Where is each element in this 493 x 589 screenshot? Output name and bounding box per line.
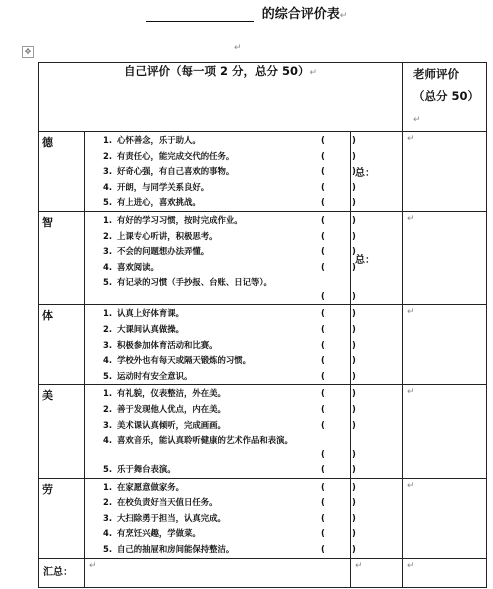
category-label: 德 <box>39 132 85 212</box>
score-blank-close[interactable]: ) <box>352 261 356 272</box>
summary-cell[interactable]: ↵ <box>85 558 351 587</box>
criterion-text: 学校外也有每天或隔天锻炼的习惯。 <box>117 355 251 366</box>
criterion-number: 3. <box>103 339 113 350</box>
criterion-number: 3. <box>103 419 113 430</box>
criterion-item <box>103 164 356 180</box>
category-label: 美 <box>39 385 85 478</box>
criterion-text: 运动时有安全意识。 <box>117 370 193 381</box>
section-row <box>39 132 487 212</box>
criterion-item <box>103 511 356 527</box>
teacher-score-cell[interactable] <box>403 478 487 558</box>
criterion-number: 5. <box>103 544 113 555</box>
criterion-item <box>103 133 356 149</box>
section-row <box>39 478 487 558</box>
criterion-number: 5. <box>103 197 113 208</box>
summary-label: 汇总： <box>39 558 85 587</box>
score-blank-open[interactable]: ( <box>321 528 325 539</box>
criterion-item <box>103 462 356 478</box>
score-blank-close[interactable]: ) <box>352 388 356 399</box>
name-blank-line <box>146 8 254 22</box>
criterion-text: 有上进心，喜欢挑战。 <box>117 197 201 208</box>
criterion-item <box>103 369 356 385</box>
criterion-number: 3. <box>103 512 113 523</box>
criterion-item <box>103 229 356 245</box>
section-row <box>39 385 487 478</box>
criterion-text: 有记录的习惯（手抄报、台账、日记等）。 <box>117 277 272 288</box>
criterion-item <box>103 149 356 165</box>
document-title <box>0 6 493 24</box>
score-blank-open[interactable]: ( <box>321 464 325 475</box>
criterion-number: 4. <box>103 435 113 446</box>
criterion-number: 5. <box>103 277 113 288</box>
criterion-number: 2. <box>103 230 113 241</box>
section-total-cell[interactable] <box>351 305 403 385</box>
score-blank-close[interactable]: ) <box>352 497 356 508</box>
teacher-score-cell[interactable] <box>403 305 487 385</box>
score-blank-close[interactable]: ) <box>352 419 356 430</box>
teacher-score-cell[interactable] <box>403 385 487 478</box>
score-blank-close[interactable]: ) <box>352 355 356 366</box>
criterion-item <box>103 275 356 304</box>
criterion-item <box>103 244 356 260</box>
criteria-list <box>85 305 356 385</box>
category-label: 体 <box>39 305 85 385</box>
criterion-number: 1. <box>103 388 113 399</box>
criterion-number: 1. <box>103 214 113 225</box>
score-blank-close[interactable]: ) <box>352 308 356 319</box>
score-blank-close[interactable]: ) <box>352 166 356 177</box>
criterion-text: 好奇心强，有自己喜欢的事物。 <box>117 166 235 177</box>
score-blank-open[interactable]: ( <box>321 230 325 241</box>
criterion-item <box>103 433 356 462</box>
paragraph-mark: ↵ <box>339 11 348 21</box>
criterion-number: 2. <box>103 403 113 414</box>
criterion-text: 善于发现他人优点，内在美。 <box>117 403 226 414</box>
score-blank-open[interactable]: ( <box>321 388 325 399</box>
score-blank-close[interactable]: ) <box>352 230 356 241</box>
section-total-label: 总： <box>355 254 375 266</box>
criterion-number: 4. <box>103 181 113 192</box>
criterion-item <box>103 418 356 434</box>
score-blank-close[interactable]: ) <box>352 291 356 302</box>
criterion-number: 2. <box>103 497 113 508</box>
criterion-text: 大扫除勇于担当，认真完成。 <box>117 512 226 523</box>
score-blank-open[interactable]: ( <box>321 419 325 430</box>
score-blank-close[interactable]: ) <box>352 214 356 225</box>
score-blank-close[interactable]: ) <box>352 323 356 334</box>
criterion-text: 大课间认真做操。 <box>117 323 184 334</box>
score-blank-open[interactable]: ( <box>321 135 325 145</box>
score-blank-open[interactable]: ( <box>321 339 325 350</box>
criterion-number: 3. <box>103 166 113 177</box>
criterion-item <box>103 402 356 418</box>
score-blank-close[interactable]: ) <box>352 150 356 161</box>
criterion-number: 1. <box>103 308 113 319</box>
criterion-text: 开朗，与同学关系良好。 <box>117 181 210 192</box>
criterion-item <box>103 260 356 276</box>
score-blank-close[interactable]: ) <box>352 197 356 208</box>
criterion-item <box>103 480 356 496</box>
section-row <box>39 305 487 385</box>
criterion-text: 在家愿意做家务。 <box>117 481 184 492</box>
score-blank-open[interactable]: ( <box>321 481 325 492</box>
criterion-item <box>103 322 356 338</box>
section-total-cell[interactable] <box>351 385 403 478</box>
score-blank-close[interactable]: ) <box>352 246 356 257</box>
score-blank-open[interactable]: ( <box>321 512 325 523</box>
score-blank-open[interactable]: ( <box>321 544 325 555</box>
criterion-text: 喜欢阅读。 <box>117 261 159 272</box>
criterion-number: 4. <box>103 355 113 366</box>
self-eval-header: 自己评价（每一项 2 分，总分 50）↵ <box>39 63 403 132</box>
criterion-text: 有责任心，能完成交代的任务。 <box>117 150 235 161</box>
section-total-cell[interactable] <box>351 478 403 558</box>
score-blank-open[interactable]: ( <box>321 497 325 508</box>
criterion-item <box>103 306 356 322</box>
teacher-score-cell[interactable] <box>403 132 487 212</box>
score-blank-open[interactable]: ( <box>321 214 325 225</box>
score-blank-open[interactable]: ( <box>321 370 325 381</box>
criterion-text: 不会的问题想办法弄懂。 <box>117 246 210 257</box>
score-blank-open[interactable]: ( <box>321 166 325 177</box>
teacher-score-cell[interactable] <box>403 211 487 304</box>
criterion-text: 有烹饪兴趣，学做菜。 <box>117 528 201 539</box>
criteria-list <box>85 132 356 212</box>
criterion-number: 4. <box>103 528 113 539</box>
score-blank-open[interactable]: ( <box>321 181 325 192</box>
criterion-text: 认真上好体育课。 <box>117 308 184 319</box>
criterion-text: 乐于舞台表演。 <box>117 464 176 475</box>
criterion-text: 喜欢音乐，能认真聆听健康的艺术作品和表演。 <box>117 435 293 446</box>
criterion-item <box>103 180 356 196</box>
criterion-item <box>103 338 356 354</box>
category-label: 劳 <box>39 478 85 558</box>
section-total-cell[interactable] <box>351 132 403 212</box>
criterion-number: 1. <box>103 481 113 492</box>
score-blank-open[interactable]: ( <box>321 449 325 460</box>
criterion-item <box>103 542 356 558</box>
criterion-item <box>103 495 356 511</box>
score-blank-close[interactable]: ) <box>352 403 356 414</box>
evaluation-table <box>38 62 487 588</box>
criterion-item <box>103 195 356 211</box>
criterion-text: 心怀善念，乐于助人。 <box>117 135 201 145</box>
header-row <box>39 63 487 132</box>
summary-row <box>39 558 487 587</box>
score-blank-close[interactable]: ) <box>352 481 356 492</box>
criterion-item <box>103 353 356 369</box>
teacher-eval-header: 老师评价 （总分 50）↵ <box>403 63 487 132</box>
criterion-number: 2. <box>103 150 113 161</box>
paragraph-mark: ↵ <box>407 134 415 144</box>
score-blank-close[interactable]: ) <box>352 135 356 145</box>
criterion-item <box>103 213 356 229</box>
criterion-number: 5. <box>103 370 113 381</box>
criteria-list <box>85 385 356 478</box>
criterion-text: 美术课认真倾听，完成画画。 <box>117 419 226 430</box>
criterion-text: 自己的抽屉和房间能保持整洁。 <box>117 544 235 555</box>
score-blank-open[interactable]: ( <box>321 323 325 334</box>
category-label: 智 <box>39 211 85 304</box>
criteria-list <box>85 478 356 558</box>
score-blank-close[interactable]: ) <box>352 544 356 555</box>
paragraph-mark: ↵ <box>407 480 415 491</box>
criterion-number: 5. <box>103 464 113 475</box>
score-blank-open[interactable]: ( <box>321 308 325 319</box>
criterion-item <box>103 386 356 402</box>
score-blank-open[interactable]: ( <box>321 355 325 366</box>
paragraph-mark: ↵ <box>234 43 242 53</box>
score-blank-open[interactable]: ( <box>321 246 325 257</box>
paragraph-mark: ↵ <box>407 307 415 318</box>
criterion-text: 上课专心听讲，积极思考。 <box>117 230 218 241</box>
summary-total-cell[interactable]: ↵ <box>351 558 403 587</box>
section-total-label: 总： <box>355 167 375 179</box>
score-blank-open[interactable]: ( <box>321 197 325 208</box>
title-text: 的综合评价表 <box>261 7 340 22</box>
score-blank-close[interactable]: ) <box>352 370 356 381</box>
score-blank-close[interactable]: ) <box>352 339 356 350</box>
move-handle-icon[interactable]: ✥ <box>22 46 34 58</box>
criteria-list <box>85 211 356 304</box>
score-blank-open[interactable]: ( <box>321 261 325 272</box>
criterion-text: 在校负责好当天值日任务。 <box>117 497 218 508</box>
score-blank-close[interactable]: ) <box>352 528 356 539</box>
criterion-text: 有礼貌，仪表整洁，外在美。 <box>117 388 226 399</box>
section-row <box>39 211 487 304</box>
score-blank-close[interactable]: ) <box>352 464 356 475</box>
criterion-number: 3. <box>103 246 113 257</box>
score-blank-close[interactable]: ) <box>352 449 356 460</box>
criterion-text: 有好的学习习惯，按时完成作业。 <box>117 214 243 225</box>
criterion-number: 1. <box>103 135 113 145</box>
paragraph-mark: ↵ <box>407 387 415 398</box>
criterion-item <box>103 526 356 542</box>
summary-teacher-cell[interactable]: ↵ <box>403 558 487 587</box>
score-blank-open[interactable]: ( <box>321 150 325 161</box>
criterion-text: 积极参加体育活动和比赛。 <box>117 339 218 350</box>
score-blank-open[interactable]: ( <box>321 403 325 414</box>
score-blank-open[interactable]: ( <box>321 291 325 302</box>
criterion-number: 2. <box>103 323 113 334</box>
criterion-number: 4. <box>103 261 113 272</box>
score-blank-close[interactable]: ) <box>352 512 356 523</box>
section-total-cell[interactable] <box>351 211 403 304</box>
paragraph-mark: ↵ <box>407 213 415 224</box>
score-blank-close[interactable]: ) <box>352 181 356 192</box>
